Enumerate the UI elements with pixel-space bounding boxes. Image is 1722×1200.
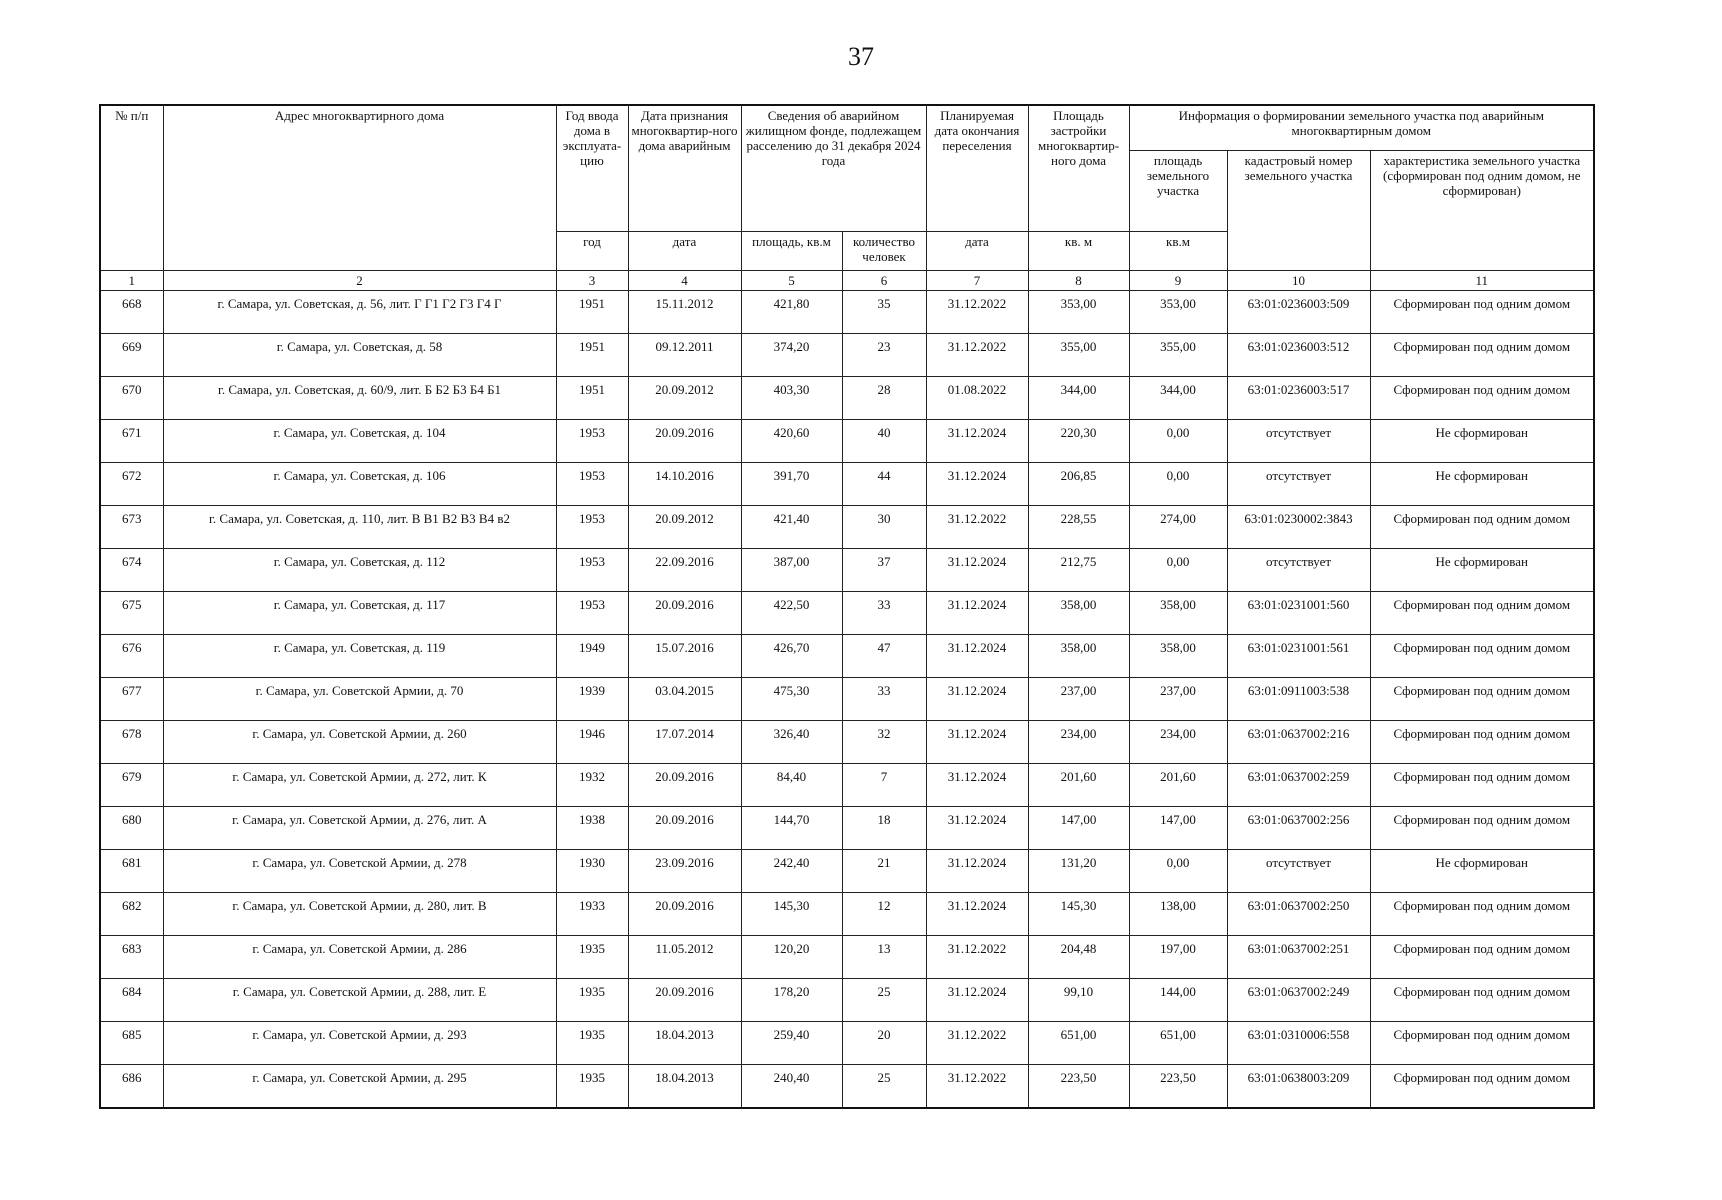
land-status-cell: Не сформирован — [1370, 463, 1594, 506]
recognition-date-cell: 15.11.2012 — [628, 291, 741, 334]
table-row — [100, 377, 1594, 420]
area-cell: 374,20 — [741, 334, 842, 377]
table-body — [100, 291, 1594, 1109]
table-row — [100, 979, 1594, 1022]
column-number: 9 — [1129, 271, 1227, 291]
land-area-cell: 223,50 — [1129, 1065, 1227, 1109]
row-number: 668 — [100, 291, 163, 334]
header-planned-date: Планируемая дата окончания переселения — [926, 105, 1028, 232]
address-cell: г. Самара, ул. Советская, д. 58 — [163, 334, 556, 377]
recognition-date-cell: 20.09.2012 — [628, 506, 741, 549]
building-area-cell: 344,00 — [1028, 377, 1129, 420]
planned-date-cell: 31.12.2024 — [926, 764, 1028, 807]
row-number: 677 — [100, 678, 163, 721]
area-cell: 144,70 — [741, 807, 842, 850]
year-cell: 1939 — [556, 678, 628, 721]
land-status-cell: Сформирован под одним домом — [1370, 721, 1594, 764]
year-cell: 1953 — [556, 592, 628, 635]
row-number: 679 — [100, 764, 163, 807]
planned-date-cell: 31.12.2022 — [926, 506, 1028, 549]
recognition-date-cell: 20.09.2012 — [628, 377, 741, 420]
emergency-housing-table — [99, 104, 1595, 1109]
row-number: 676 — [100, 635, 163, 678]
land-area-cell: 0,00 — [1129, 549, 1227, 592]
cadastral-cell: отсутствует — [1227, 420, 1370, 463]
planned-date-cell: 31.12.2024 — [926, 592, 1028, 635]
recognition-date-cell: 20.09.2016 — [628, 764, 741, 807]
land-area-cell: 144,00 — [1129, 979, 1227, 1022]
area-cell: 426,70 — [741, 635, 842, 678]
planned-date-cell: 31.12.2024 — [926, 721, 1028, 764]
table-row — [100, 420, 1594, 463]
table-row — [100, 893, 1594, 936]
planned-date-cell: 31.12.2024 — [926, 635, 1028, 678]
area-cell: 178,20 — [741, 979, 842, 1022]
land-area-cell: 147,00 — [1129, 807, 1227, 850]
people-cell: 20 — [842, 1022, 926, 1065]
row-number: 682 — [100, 893, 163, 936]
header-fund-info: Сведения об аварийном жилищном фонде, подлежащем расселению до 31 декабря 2024 года — [741, 105, 926, 232]
table-row — [100, 291, 1594, 334]
cadastral-cell: 63:01:0637002:256 — [1227, 807, 1370, 850]
year-cell: 1953 — [556, 549, 628, 592]
unit-people: количество человек — [842, 232, 926, 271]
year-cell: 1935 — [556, 936, 628, 979]
year-cell: 1933 — [556, 893, 628, 936]
column-number: 2 — [163, 271, 556, 291]
header-recognition-date: Дата признания многоквартир-ного дома аварийным — [628, 105, 741, 232]
land-status-cell: Не сформирован — [1370, 850, 1594, 893]
recognition-date-cell: 20.09.2016 — [628, 979, 741, 1022]
land-area-cell: 274,00 — [1129, 506, 1227, 549]
address-cell: г. Самара, ул. Советской Армии, д. 272, лит. К — [163, 764, 556, 807]
recognition-date-cell: 18.04.2013 — [628, 1022, 741, 1065]
cadastral-cell: 63:01:0637002:251 — [1227, 936, 1370, 979]
column-number: 7 — [926, 271, 1028, 291]
row-number: 684 — [100, 979, 163, 1022]
row-number: 669 — [100, 334, 163, 377]
table-row — [100, 1022, 1594, 1065]
land-area-cell: 355,00 — [1129, 334, 1227, 377]
address-cell: г. Самара, ул. Советская, д. 60/9, лит. Б Б2 Б3 Б4 Б1 — [163, 377, 556, 420]
area-cell: 84,40 — [741, 764, 842, 807]
planned-date-cell: 01.08.2022 — [926, 377, 1028, 420]
people-cell: 7 — [842, 764, 926, 807]
cadastral-cell: 63:01:0231001:560 — [1227, 592, 1370, 635]
row-number: 681 — [100, 850, 163, 893]
cadastral-cell: 63:01:0637002:259 — [1227, 764, 1370, 807]
table-row — [100, 592, 1594, 635]
column-number: 1 — [100, 271, 163, 291]
row-number: 675 — [100, 592, 163, 635]
land-status-cell: Сформирован под одним домом — [1370, 377, 1594, 420]
header-num: № п/п — [100, 105, 163, 271]
address-cell: г. Самара, ул. Советской Армии, д. 280, лит. В — [163, 893, 556, 936]
address-cell: г. Самара, ул. Советская, д. 110, лит. В В1 В2 В3 В4 в2 — [163, 506, 556, 549]
area-cell: 240,40 — [741, 1065, 842, 1109]
area-cell: 421,80 — [741, 291, 842, 334]
table-row — [100, 506, 1594, 549]
building-area-cell: 99,10 — [1028, 979, 1129, 1022]
building-area-cell: 204,48 — [1028, 936, 1129, 979]
year-cell: 1951 — [556, 334, 628, 377]
year-cell: 1935 — [556, 1065, 628, 1109]
planned-date-cell: 31.12.2024 — [926, 807, 1028, 850]
planned-date-cell: 31.12.2024 — [926, 678, 1028, 721]
cadastral-cell: 63:01:0310006:558 — [1227, 1022, 1370, 1065]
recognition-date-cell: 20.09.2016 — [628, 420, 741, 463]
table-row — [100, 463, 1594, 506]
planned-date-cell: 31.12.2024 — [926, 893, 1028, 936]
building-area-cell: 358,00 — [1028, 635, 1129, 678]
area-cell: 403,30 — [741, 377, 842, 420]
land-status-cell: Сформирован под одним домом — [1370, 807, 1594, 850]
recognition-date-cell: 20.09.2016 — [628, 807, 741, 850]
cadastral-cell: 63:01:0911003:538 — [1227, 678, 1370, 721]
year-cell: 1935 — [556, 979, 628, 1022]
recognition-date-cell: 22.09.2016 — [628, 549, 741, 592]
land-status-cell: Не сформирован — [1370, 549, 1594, 592]
people-cell: 47 — [842, 635, 926, 678]
column-number: 10 — [1227, 271, 1370, 291]
building-area-cell: 358,00 — [1028, 592, 1129, 635]
area-cell: 387,00 — [741, 549, 842, 592]
people-cell: 28 — [842, 377, 926, 420]
building-area-cell: 147,00 — [1028, 807, 1129, 850]
row-number: 685 — [100, 1022, 163, 1065]
address-cell: г. Самара, ул. Советской Армии, д. 293 — [163, 1022, 556, 1065]
column-number: 5 — [741, 271, 842, 291]
row-number: 678 — [100, 721, 163, 764]
unit-year: год — [556, 232, 628, 271]
year-cell: 1930 — [556, 850, 628, 893]
table-row — [100, 678, 1594, 721]
cadastral-cell: отсутствует — [1227, 850, 1370, 893]
building-area-cell: 228,55 — [1028, 506, 1129, 549]
table-header — [100, 105, 1594, 291]
people-cell: 30 — [842, 506, 926, 549]
building-area-cell: 212,75 — [1028, 549, 1129, 592]
building-area-cell: 353,00 — [1028, 291, 1129, 334]
recognition-date-cell: 20.09.2016 — [628, 592, 741, 635]
people-cell: 25 — [842, 979, 926, 1022]
table-row — [100, 807, 1594, 850]
table-row — [100, 1065, 1594, 1109]
land-area-cell: 201,60 — [1129, 764, 1227, 807]
address-cell: г. Самара, ул. Советской Армии, д. 295 — [163, 1065, 556, 1109]
area-cell: 420,60 — [741, 420, 842, 463]
table-row — [100, 850, 1594, 893]
row-number: 671 — [100, 420, 163, 463]
cadastral-cell: 63:01:0637002:250 — [1227, 893, 1370, 936]
unit-recognition-date: дата — [628, 232, 741, 271]
address-cell: г. Самара, ул. Советская, д. 104 — [163, 420, 556, 463]
address-cell: г. Самара, ул. Советской Армии, д. 278 — [163, 850, 556, 893]
building-area-cell: 651,00 — [1028, 1022, 1129, 1065]
year-cell: 1951 — [556, 291, 628, 334]
header-cadastral: кадастровый номер земельного участка — [1227, 151, 1370, 271]
address-cell: г. Самара, ул. Советской Армии, д. 288, лит. Е — [163, 979, 556, 1022]
year-cell: 1953 — [556, 463, 628, 506]
land-status-cell: Сформирован под одним домом — [1370, 506, 1594, 549]
recognition-date-cell: 09.12.2011 — [628, 334, 741, 377]
building-area-cell: 234,00 — [1028, 721, 1129, 764]
land-status-cell: Не сформирован — [1370, 420, 1594, 463]
people-cell: 18 — [842, 807, 926, 850]
planned-date-cell: 31.12.2024 — [926, 979, 1028, 1022]
people-cell: 35 — [842, 291, 926, 334]
cadastral-cell: отсутствует — [1227, 463, 1370, 506]
building-area-cell: 145,30 — [1028, 893, 1129, 936]
land-area-cell: 0,00 — [1129, 463, 1227, 506]
area-cell: 145,30 — [741, 893, 842, 936]
area-cell: 120,20 — [741, 936, 842, 979]
year-cell: 1953 — [556, 420, 628, 463]
area-cell: 242,40 — [741, 850, 842, 893]
address-cell: г. Самара, ул. Советская, д. 56, лит. Г Г1 Г2 Г3 Г4 Г — [163, 291, 556, 334]
planned-date-cell: 31.12.2024 — [926, 463, 1028, 506]
header-building-area: Площадь застройки многоквартир-ного дома — [1028, 105, 1129, 232]
unit-area: площадь, кв.м — [741, 232, 842, 271]
planned-date-cell: 31.12.2024 — [926, 850, 1028, 893]
column-number: 4 — [628, 271, 741, 291]
land-area-cell: 353,00 — [1129, 291, 1227, 334]
area-cell: 326,40 — [741, 721, 842, 764]
people-cell: 37 — [842, 549, 926, 592]
recognition-date-cell: 14.10.2016 — [628, 463, 741, 506]
column-number-row — [100, 271, 1594, 291]
address-cell: г. Самара, ул. Советская, д. 112 — [163, 549, 556, 592]
people-cell: 33 — [842, 678, 926, 721]
table-row — [100, 635, 1594, 678]
table-row — [100, 936, 1594, 979]
table-row — [100, 764, 1594, 807]
land-status-cell: Сформирован под одним домом — [1370, 936, 1594, 979]
year-cell: 1932 — [556, 764, 628, 807]
land-status-cell: Сформирован под одним домом — [1370, 334, 1594, 377]
address-cell: г. Самара, ул. Советская, д. 117 — [163, 592, 556, 635]
building-area-cell: 355,00 — [1028, 334, 1129, 377]
land-status-cell: Сформирован под одним домом — [1370, 592, 1594, 635]
people-cell: 33 — [842, 592, 926, 635]
row-number: 686 — [100, 1065, 163, 1109]
column-number: 8 — [1028, 271, 1129, 291]
year-cell: 1938 — [556, 807, 628, 850]
land-area-cell: 138,00 — [1129, 893, 1227, 936]
building-area-cell: 237,00 — [1028, 678, 1129, 721]
land-area-cell: 651,00 — [1129, 1022, 1227, 1065]
row-number: 683 — [100, 936, 163, 979]
row-number: 674 — [100, 549, 163, 592]
row-number: 672 — [100, 463, 163, 506]
header-address: Адрес многоквартирного дома — [163, 105, 556, 271]
address-cell: г. Самара, ул. Советской Армии, д. 286 — [163, 936, 556, 979]
unit-land-area: кв.м — [1129, 232, 1227, 271]
land-status-cell: Сформирован под одним домом — [1370, 1022, 1594, 1065]
land-status-cell: Сформирован под одним домом — [1370, 764, 1594, 807]
column-number: 3 — [556, 271, 628, 291]
building-area-cell: 223,50 — [1028, 1065, 1129, 1109]
area-cell: 259,40 — [741, 1022, 842, 1065]
people-cell: 32 — [842, 721, 926, 764]
cadastral-cell: 63:01:0236003:509 — [1227, 291, 1370, 334]
recognition-date-cell: 18.04.2013 — [628, 1065, 741, 1109]
people-cell: 12 — [842, 893, 926, 936]
building-area-cell: 220,30 — [1028, 420, 1129, 463]
recognition-date-cell: 15.07.2016 — [628, 635, 741, 678]
row-number: 670 — [100, 377, 163, 420]
row-number: 680 — [100, 807, 163, 850]
unit-planned-date: дата — [926, 232, 1028, 271]
land-status-cell: Сформирован под одним домом — [1370, 678, 1594, 721]
land-area-cell: 237,00 — [1129, 678, 1227, 721]
table-row — [100, 334, 1594, 377]
recognition-date-cell: 20.09.2016 — [628, 893, 741, 936]
header-land-area: площадь земельного участка — [1129, 151, 1227, 232]
area-cell: 422,50 — [741, 592, 842, 635]
year-cell: 1953 — [556, 506, 628, 549]
column-number: 6 — [842, 271, 926, 291]
land-status-cell: Сформирован под одним домом — [1370, 291, 1594, 334]
land-area-cell: 358,00 — [1129, 592, 1227, 635]
building-area-cell: 201,60 — [1028, 764, 1129, 807]
people-cell: 21 — [842, 850, 926, 893]
year-cell: 1935 — [556, 1022, 628, 1065]
people-cell: 13 — [842, 936, 926, 979]
planned-date-cell: 31.12.2022 — [926, 334, 1028, 377]
people-cell: 44 — [842, 463, 926, 506]
land-area-cell: 0,00 — [1129, 420, 1227, 463]
cadastral-cell: 63:01:0236003:517 — [1227, 377, 1370, 420]
cadastral-cell: 63:01:0236003:512 — [1227, 334, 1370, 377]
cadastral-cell: 63:01:0638003:209 — [1227, 1065, 1370, 1109]
cadastral-cell: 63:01:0637002:249 — [1227, 979, 1370, 1022]
land-area-cell: 0,00 — [1129, 850, 1227, 893]
land-area-cell: 344,00 — [1129, 377, 1227, 420]
table-row — [100, 549, 1594, 592]
header-year: Год ввода дома в эксплуата-цию — [556, 105, 628, 232]
recognition-date-cell: 03.04.2015 — [628, 678, 741, 721]
address-cell: г. Самара, ул. Советская, д. 106 — [163, 463, 556, 506]
cadastral-cell: 63:01:0231001:561 — [1227, 635, 1370, 678]
building-area-cell: 131,20 — [1028, 850, 1129, 893]
page-number: 37 — [848, 42, 874, 71]
year-cell: 1946 — [556, 721, 628, 764]
area-cell: 391,70 — [741, 463, 842, 506]
row-number: 673 — [100, 506, 163, 549]
planned-date-cell: 31.12.2022 — [926, 1022, 1028, 1065]
land-area-cell: 197,00 — [1129, 936, 1227, 979]
land-area-cell: 234,00 — [1129, 721, 1227, 764]
area-cell: 475,30 — [741, 678, 842, 721]
recognition-date-cell: 11.05.2012 — [628, 936, 741, 979]
people-cell: 40 — [842, 420, 926, 463]
land-status-cell: Сформирован под одним домом — [1370, 1065, 1594, 1109]
land-status-cell: Сформирован под одним домом — [1370, 635, 1594, 678]
planned-date-cell: 31.12.2024 — [926, 420, 1028, 463]
people-cell: 25 — [842, 1065, 926, 1109]
people-cell: 23 — [842, 334, 926, 377]
recognition-date-cell: 17.07.2014 — [628, 721, 741, 764]
table-row — [100, 721, 1594, 764]
planned-date-cell: 31.12.2022 — [926, 936, 1028, 979]
building-area-cell: 206,85 — [1028, 463, 1129, 506]
land-area-cell: 358,00 — [1129, 635, 1227, 678]
area-cell: 421,40 — [741, 506, 842, 549]
cadastral-cell: 63:01:0637002:216 — [1227, 721, 1370, 764]
recognition-date-cell: 23.09.2016 — [628, 850, 741, 893]
land-status-cell: Сформирован под одним домом — [1370, 893, 1594, 936]
header-land-char: характеристика земельного участка (сформирован под одним домом, не сформирован) — [1370, 151, 1594, 271]
header-land-info: Информация о формировании земельного участка под аварийным многоквартирным домом — [1129, 105, 1594, 151]
planned-date-cell: 31.12.2022 — [926, 291, 1028, 334]
cadastral-cell: 63:01:0230002:3843 — [1227, 506, 1370, 549]
planned-date-cell: 31.12.2022 — [926, 1065, 1028, 1109]
address-cell: г. Самара, ул. Советской Армии, д. 70 — [163, 678, 556, 721]
cadastral-cell: отсутствует — [1227, 549, 1370, 592]
address-cell: г. Самара, ул. Советской Армии, д. 276, лит. А — [163, 807, 556, 850]
planned-date-cell: 31.12.2024 — [926, 549, 1028, 592]
unit-building-area: кв. м — [1028, 232, 1129, 271]
year-cell: 1951 — [556, 377, 628, 420]
address-cell: г. Самара, ул. Советской Армии, д. 260 — [163, 721, 556, 764]
land-status-cell: Сформирован под одним домом — [1370, 979, 1594, 1022]
year-cell: 1949 — [556, 635, 628, 678]
column-number: 11 — [1370, 271, 1594, 291]
address-cell: г. Самара, ул. Советская, д. 119 — [163, 635, 556, 678]
